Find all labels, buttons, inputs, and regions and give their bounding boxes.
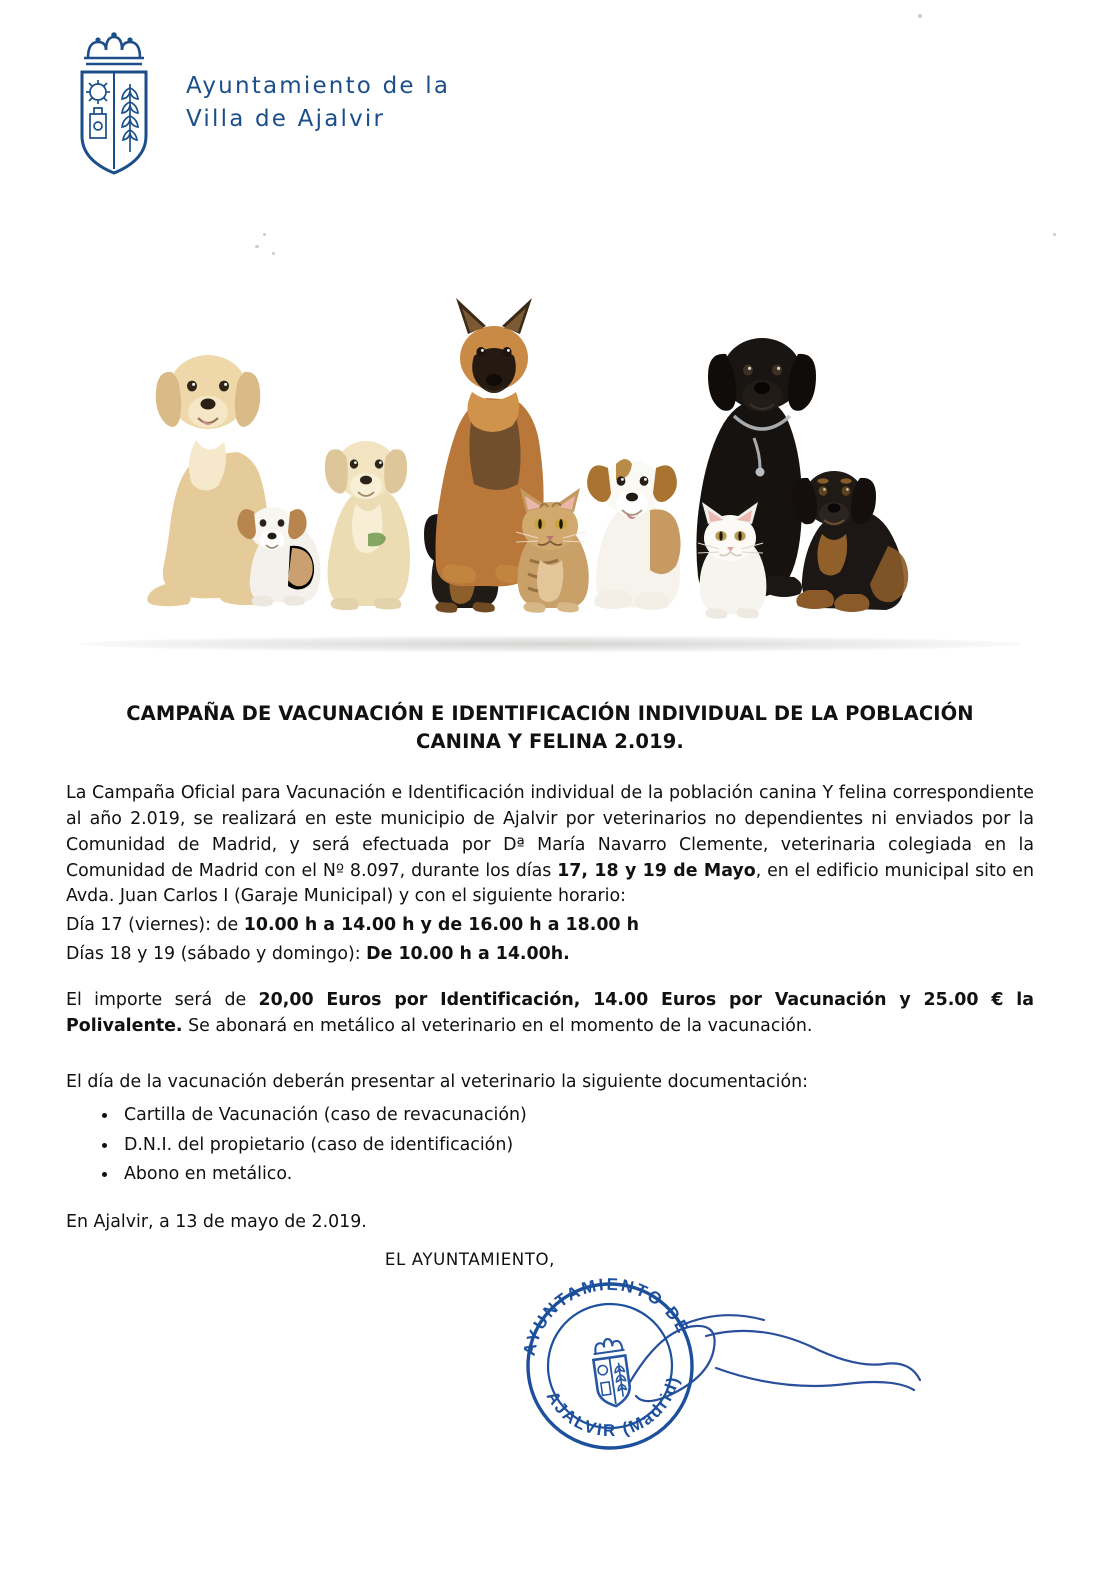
document-body (66, 700, 1034, 1285)
schedule-day-17-value: 10.00 h a 14.00 h y de 16.00 h a 18.00 h (243, 915, 639, 936)
documentation-list (66, 1101, 1034, 1190)
campaign-dates: 17, 18 y 19 de Mayo (557, 860, 756, 881)
scan-speck (1053, 233, 1056, 236)
signature-block (500, 1266, 940, 1496)
stamp-text-bottom: AJALVIR (Madrid) (542, 1373, 684, 1441)
spacer (66, 1057, 1034, 1069)
spacer (66, 969, 1034, 988)
letterhead-text (186, 28, 450, 137)
scan-speck (263, 233, 266, 236)
rottweiler-lying (778, 450, 963, 630)
intro-part-1: La Campaña Oficial para Vacunación e Identificación individual de la población canina Y felina correspondiente al año 2.019, se realizará en este municipio de Ajalvir por veterinarios no dependientes ni enviados por la Comunidad de Madrid, y será efectuada por Dª María Navarro Clemente, veterinaria colegiada en la Comunidad de Madrid con el Nº 8.097, durante los días (66, 783, 1034, 881)
schedule-days-18-19-label: Días 18 y 19 (sábado y domingo): (66, 943, 367, 964)
stamp-text-top: AYUNTAMIENTO DE (519, 1274, 694, 1358)
scan-speck (272, 252, 275, 255)
letterhead-line-1: Ayuntamiento de la (186, 73, 451, 99)
scan-speck (918, 14, 922, 18)
letterhead (68, 28, 450, 178)
signatory-label: EL AYUNTAMIENTO, (384, 1249, 556, 1269)
list-item: D.N.I. del propietario (caso de identificación) (124, 1131, 1034, 1161)
list-item: Abono en metálico. (124, 1160, 1034, 1190)
schedule-day-17-label: Día 17 (viernes): de (66, 915, 244, 936)
schedule-days-18-19 (66, 941, 1034, 967)
fees-amounts: 20,00 Euros por Identificación, 14.00 Euros por Vacunación y 25.00 € la Polivalente. (66, 990, 1035, 1036)
page-title: CAMPAÑA DE VACUNACIÓN E IDENTIFICACIÓN INDIVIDUAL DE LA POBLACIÓN CANINA Y FELINA 2.019. (126, 702, 974, 753)
fees-paragraph (66, 988, 1034, 1040)
intro-part-2: , en el edificio municipal sito en Avda. Juan Carlos I (Garaje Municipal) y con el siguiente horario: (66, 860, 1034, 907)
scan-speck (255, 245, 259, 248)
animal-group-photo (78, 290, 1022, 680)
documentation-intro: El día de la vacunación deberán presentar al veterinario la siguiente documentación: (66, 1071, 808, 1092)
list-item: Cartilla de Vacunación (caso de revacunación) (124, 1101, 1034, 1131)
schedule-days-18-19-value: De 10.00 h a 14.00h. (366, 943, 570, 964)
intro-paragraph (66, 781, 1034, 910)
place-and-date: En Ajalvir, a 13 de mayo de 2.019. (66, 1211, 367, 1232)
fees-part-1: El importe será de (66, 990, 259, 1011)
official-stamp-icon (497, 1253, 723, 1479)
photo-ground-shadow (78, 636, 1022, 652)
coat-of-arms-icon (68, 28, 160, 178)
schedule-day-17 (66, 912, 1034, 938)
fees-part-2: Se abonará en metálico al veterinario en el momento de la vacunación. (182, 1015, 813, 1036)
svg-text:AYUNTAMIENTO DE (510, 1263, 694, 1360)
letterhead-line-2: Villa de Ajalvir (186, 106, 386, 133)
white-cat-sitting (676, 498, 791, 624)
